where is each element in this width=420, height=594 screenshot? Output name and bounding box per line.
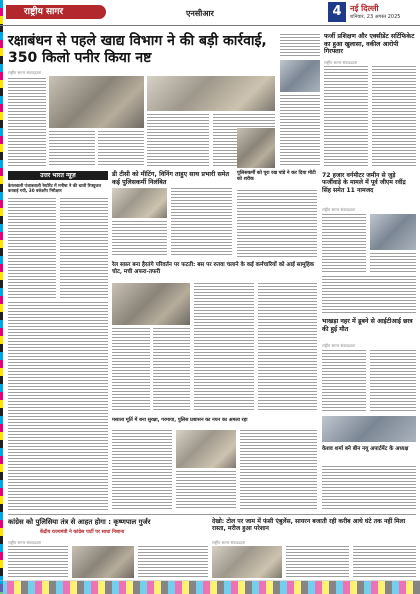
dtc-photo (112, 188, 167, 218)
rail-headline: रेल सफ़र बना हैरतंगे परिवर्तन पर फटती: बस पर रुतवा चलाने के कई कर्मचारियों को आई सामूहिक चोट, मची अफरा-तफरी (112, 262, 315, 275)
khaba-byline: राष्ट्रीय सागर संवाददाता (322, 343, 356, 348)
toll-col-2 (353, 546, 416, 578)
rail-col-2 (153, 328, 190, 412)
farm-byline: राष्ट्रीय सागर संवाददाता (322, 207, 356, 212)
city-label: नई दिल्ली (350, 4, 379, 13)
dtc-headline: डी टीसी को मीटिंग, विनिंग ताहुए साथ प्रभारी समेत कई पुलिसकर्मी निलंबित (112, 171, 230, 186)
khaba-col-2 (370, 350, 416, 412)
lead-body-col-3 (98, 131, 144, 166)
farm-col-1 (322, 214, 366, 272)
side-brief (280, 34, 320, 56)
rail-col-1 (112, 328, 150, 412)
edition-label: एनसीआर (186, 9, 214, 18)
cert-photo (280, 60, 320, 92)
masala-photo (176, 430, 236, 468)
dtc-col-1 (112, 221, 167, 257)
registration-color-strip (0, 0, 3, 594)
masala-col-3 (240, 430, 317, 510)
lead-photo-2 (147, 76, 275, 111)
date-label: शनिवार, 23 अगस्त 2025 (350, 14, 401, 20)
masala-col-2 (176, 471, 236, 510)
toll-photo (212, 546, 282, 578)
dhaba-col-1 (8, 198, 56, 298)
dhaba-subhead: केरलवाली पंजाबवाली रेस्टोरेंट में मनीषा ने की थाली रिफ्यूजल करवाई गयी, 30 वर्कशॉप निरीक्षण (8, 183, 102, 194)
cert-col-1 (324, 66, 368, 168)
congress-subhead: केंद्रीय राज्यमंत्री ने कांग्रेस पार्टी पर साधा निशाना (40, 530, 125, 535)
congress-headline: कांग्रेस को पुलिसिया तंत्र से आहत होगा : कृष्णपाल गुर्जर (8, 518, 151, 526)
page-number: 4 (328, 2, 346, 22)
kesav-photo (322, 416, 416, 442)
farm-photo (370, 214, 416, 250)
dtc-col-2 (171, 188, 232, 257)
police-col (237, 190, 317, 257)
cert-col-2 (372, 66, 416, 168)
kesav-col (322, 466, 416, 510)
toll-col-1 (286, 546, 349, 578)
congress-col-1 (8, 546, 68, 578)
section-bar-news: उत्तर भारत न्यूज़ (8, 171, 108, 180)
toll-headline: देखो: टोल पर जाम में फंसी एंबुलेंस, सायरन बजाती रही करीब आधे घंटे तक नहीं मिला रास्ता, मरीज हुआ परेशान (212, 518, 406, 533)
section-tab: राष्ट्रीय सागर (6, 5, 106, 19)
toll-byline: राष्ट्रीय सागर संवाददाता (212, 540, 246, 545)
congress-col-2 (138, 546, 208, 578)
side-col-1 (280, 95, 320, 167)
rail-photo (112, 283, 190, 325)
page-header (0, 0, 420, 26)
farm-col-3 (322, 276, 416, 314)
footer-color-bar (0, 580, 420, 594)
lead-photo (49, 76, 144, 128)
masala-col-1 (112, 430, 172, 510)
kesav-headline: केशव शर्मा बने बीन नयू अपार्टमेंट के अध्यक्ष (322, 446, 409, 452)
congress-byline: राष्ट्रीय सागर संवाददाता (8, 540, 42, 545)
farm-headline: 72 हजार वर्गमीटर जमीन से जुड़े फर्जीवाड़े के मामले में पूर्व जीएम रवींद्र सिंह समेत 11 नामजद (322, 172, 406, 194)
cert-headline: फर्जी प्रशिक्षण और एक्सीडेंट सर्टिफिकेट का हुआ खुलासा, वकील आरोपी गिरफ्तार (324, 33, 415, 56)
farm-col-2 (370, 253, 416, 272)
lead-body-col-2 (49, 131, 95, 166)
cert-byline: राष्ट्रीय सागर संवाददाता (324, 60, 358, 65)
rail-col-4 (258, 283, 317, 412)
police-headline: पुलिसकर्मी को पूरा रख पांडे ने कर दिया मीटी को शरीक (237, 171, 316, 182)
left-col-full (8, 302, 108, 510)
rail-col-3 (194, 283, 254, 412)
divider-rule (8, 514, 416, 515)
masala-headline: मसाला मूर्ति में बना सुरक्षा, गरमाया, पुलिस प्रशासन का नयन का अमला रहा (112, 417, 248, 423)
dhaba-col-2 (60, 198, 108, 298)
lead-body-col-1 (8, 78, 46, 166)
khaba-headline: भाखड़ा नहर में डूबने से आईटीआई छात्र की हुई मौत (322, 318, 413, 333)
lead-byline: राष्ट्रीय सागर संवाददाता (8, 70, 42, 75)
lead-headline: रक्षाबंधन से पहले खाद्य विभाग ने की बड़ी कार्रवाई, 350 किलो पनीर किया नष्ट (8, 33, 267, 66)
lead-body-col-4 (147, 114, 209, 166)
police-photo (237, 128, 275, 168)
khaba-col-1 (322, 350, 366, 412)
congress-photo (72, 546, 134, 578)
